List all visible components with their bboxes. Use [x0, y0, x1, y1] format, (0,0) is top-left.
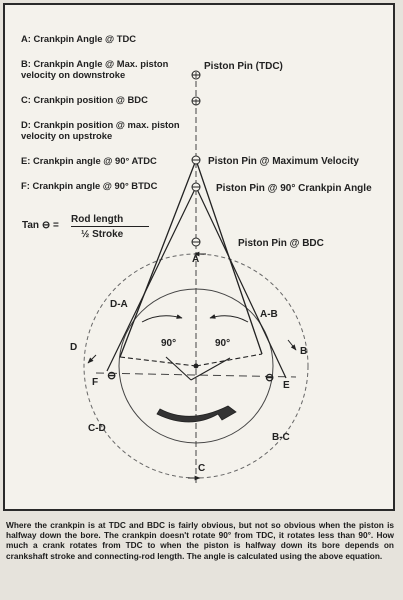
figure-caption: Where the crankpin is at TDC and BDC is fairly obvious, but not so obvious when the piston is halfway down the bore. The crankpin doesn't rotate 90° from TDC, it rotates less than 90°. How much a crank rotates from TDC to when the piston is halfway down its bore depends on crankshaft stroke and connecting-rod length. The angle is calculated using the above equation.	[6, 520, 394, 561]
label-c: C	[198, 463, 206, 474]
rod-to-f	[107, 187, 196, 371]
label-theta-right: ⊖	[265, 372, 275, 384]
label-a: A	[192, 254, 200, 265]
legend-item-b: B: Crankpin Angle @ Max. piston velocity on downstroke	[21, 58, 169, 80]
label-pin-bdc: Piston Pin @ BDC	[238, 238, 324, 249]
legend-item-d: D: Crankpin position @ max. piston velocity on upstroke	[21, 119, 180, 141]
legend-item-c: C: Crankpin position @ BDC	[21, 94, 148, 105]
pin-90-marker	[192, 183, 200, 191]
throw-right-solid	[191, 358, 230, 380]
label-a-b: A-B	[260, 309, 278, 320]
label-angle-right: 90°	[215, 338, 231, 349]
throw-left-solid	[166, 357, 191, 380]
legend-item-f: F: Crankpin angle @ 90° BTDC	[21, 180, 158, 191]
angle-arc-right	[210, 316, 248, 322]
label-angle-left: 90°	[161, 338, 177, 349]
label-d: D	[70, 342, 78, 353]
label-pin-90: Piston Pin @ 90° Crankpin Angle	[216, 183, 372, 194]
label-b: B	[300, 346, 308, 357]
formula-denominator: ½ Stroke	[81, 229, 124, 240]
crank-center	[194, 364, 199, 369]
label-pin-max-velocity: Piston Pin @ Maximum Velocity	[208, 156, 359, 167]
formula-lhs: Tan ⊖ =	[22, 220, 59, 231]
rod-to-e	[196, 187, 286, 378]
label-e: E	[283, 380, 290, 391]
throw-to-d	[120, 357, 196, 366]
arrow-d	[88, 355, 96, 363]
pin-max-velocity-marker	[192, 156, 200, 164]
pin-bdc-marker	[192, 238, 200, 246]
label-d-a: D-A	[110, 299, 128, 310]
legend-item-e: E: Crankpin angle @ 90° ATDC	[21, 155, 157, 166]
rod-to-d	[120, 160, 196, 357]
angle-arc-left	[142, 316, 182, 322]
legend-item-a: A: Crankpin Angle @ TDC	[21, 33, 137, 44]
next-page-text-fragment	[0, 590, 403, 600]
formula-numerator: Rod length	[71, 214, 149, 227]
label-pin-tdc: Piston Pin (TDC)	[204, 61, 283, 72]
label-theta-left: ⊖	[107, 370, 117, 382]
label-c-d: C-D	[88, 423, 106, 434]
throw-to-b	[196, 354, 262, 366]
label-f: F	[92, 377, 99, 388]
arrow-b	[288, 340, 296, 350]
label-b-c: B-C	[272, 432, 290, 443]
